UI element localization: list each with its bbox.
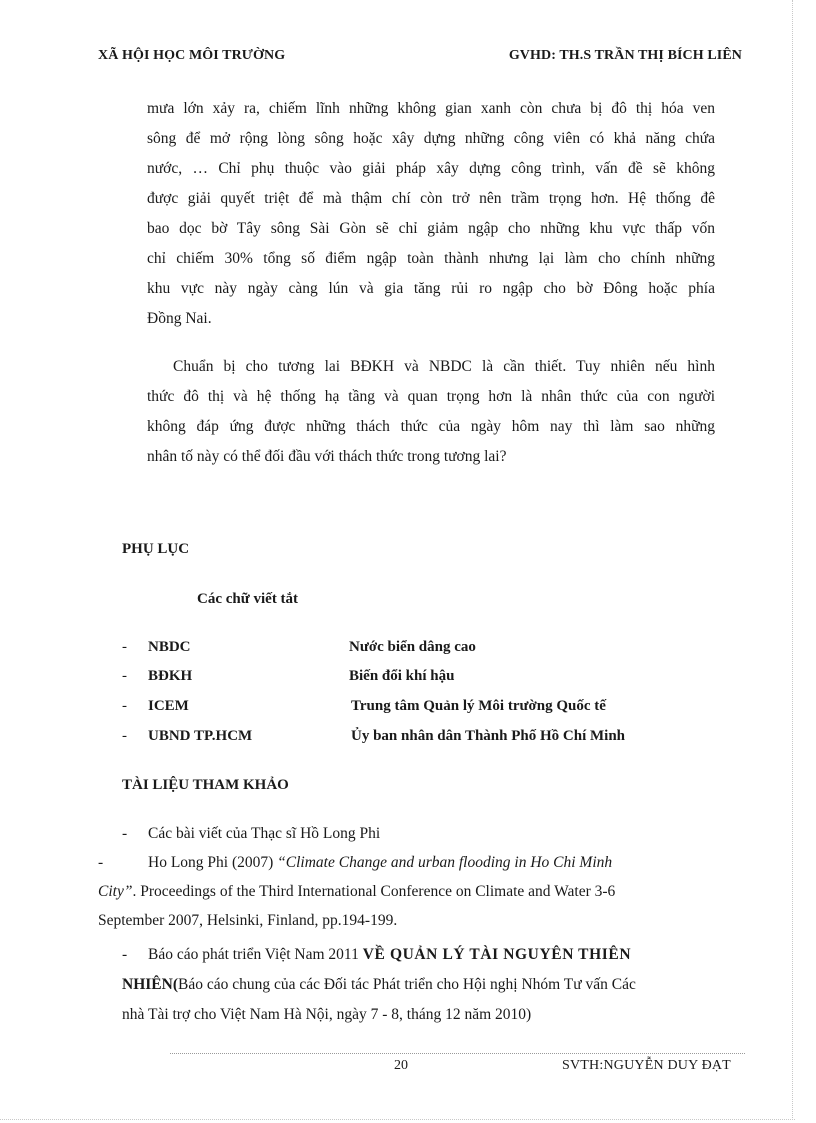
abbreviation-row — [122, 698, 722, 720]
reference-title: NHIÊN( — [122, 976, 178, 993]
paragraph-line: không đáp ứng được những thách thức của ngày hôm nay thì làm sao những — [147, 418, 715, 435]
paragraph-flooding — [147, 94, 715, 334]
list-dash: - — [122, 668, 127, 684]
reference-title: City” — [98, 883, 133, 900]
footer-student: SVTH:NGUYỄN DUY ĐẠT — [562, 1058, 731, 1073]
reference-line — [148, 849, 612, 877]
reference-line — [148, 941, 631, 969]
paragraph-line: khu vực này ngày càng lún và gia tăng rủi ro ngập cho bờ Đông hoặc phía — [147, 280, 715, 297]
reference-text: . Proceedings of the Third International Conference on Climate and Water 3-6 — [132, 883, 616, 900]
paragraph-line: sông để mở rộng lòng sông hoặc xây dựng những công viên có khả năng chứa — [147, 130, 715, 147]
paragraph-line: bao dọc bờ Tây sông Sài Gòn sẽ chỉ giảm ngập cho những khu vực thấp vốn — [147, 220, 715, 237]
header-instructor: GVHD: TH.S TRẦN THỊ BÍCH LIÊN — [508, 48, 742, 63]
abbreviation-meaning: Biến đổi khí hậu — [349, 668, 455, 684]
paragraph-line: mưa lớn xảy ra, chiếm lĩnh những không gian xanh còn chưa bị đô thị hóa ven — [147, 100, 715, 117]
list-dash: - — [122, 728, 127, 744]
page-border-bottom — [0, 1119, 795, 1120]
reference-text: September 2007, Helsinki, Finland, pp.194-199. — [98, 912, 398, 929]
reference-text: nhà Tài trợ cho Việt Nam Hà Nội, ngày 7 - 8, tháng 12 năm 2010) — [122, 1006, 532, 1023]
list-dash: - — [122, 698, 127, 714]
abbreviation-code: NBDC — [148, 639, 191, 655]
paragraph-line: chỉ chiếm 30% tổng số điểm ngập toàn thành nhưng lại làm cho chính những — [147, 250, 715, 267]
page-number: 20 — [394, 1058, 408, 1073]
paragraph-line: Chuẩn bị cho tương lai BĐKH và NBDC là cần thiết. Tuy nhiên nếu hình — [173, 358, 715, 375]
appendix-heading: PHỤ LỤC — [122, 541, 190, 557]
reference-item — [122, 941, 722, 1031]
abbreviation-row — [122, 668, 722, 690]
paragraph-line: nhân tố này có thể đối đầu với thách thức trong tương lai? — [147, 448, 507, 465]
reference-title: “Climate Change and urban flooding in Ho Chi Minh — [277, 854, 613, 871]
list-dash: - — [122, 639, 127, 655]
reference-text: Báo cáo chung của các Đối tác Phát triển cho Hội nghị Nhóm Tư vấn Các — [177, 976, 636, 993]
reference-title: VỀ QUẢN LÝ TÀI NGUYÊN THIÊN — [362, 946, 632, 963]
header-course-title: XÃ HỘI HỌC MÔI TRƯỜNG — [98, 48, 286, 63]
abbreviation-code: UBND TP.HCM — [148, 728, 253, 744]
list-dash: - — [98, 854, 104, 871]
list-dash: - — [122, 946, 128, 963]
abbreviations-heading: Các chữ viết tắt — [197, 591, 299, 607]
abbreviation-meaning: Nước biển dâng cao — [349, 639, 476, 655]
abbreviation-code: ICEM — [148, 698, 189, 714]
list-dash: - — [122, 825, 128, 842]
reference-text: Báo cáo phát triển Việt Nam 2011 — [148, 946, 363, 963]
paragraph-future — [147, 352, 715, 472]
page-border-right — [792, 0, 793, 1120]
abbreviation-meaning: Ủy ban nhân dân Thành Phố Hồ Chí Minh — [351, 728, 626, 744]
reference-text: Các bài viết của Thạc sĩ Hồ Long Phi — [148, 825, 381, 842]
abbreviation-code: BĐKH — [148, 668, 193, 684]
reference-author: Ho Long Phi (2007) — [148, 854, 278, 871]
paragraph-line: Đồng Nai. — [147, 310, 212, 327]
paragraph-line: được giải quyết triệt để mà thậm chí còn trở nên trầm trọng hơn. Hệ thống đê — [147, 190, 715, 207]
paragraph-line: thức đô thị và hệ thống hạ tầng và quan trọng hơn là nhân thức của con người — [147, 388, 715, 405]
references-heading: TÀI LIỆU THAM KHẢO — [122, 777, 289, 793]
abbreviation-row — [122, 728, 722, 750]
reference-line — [98, 878, 615, 906]
abbreviation-row — [122, 639, 722, 661]
paragraph-line: nước, … Chỉ phụ thuộc vào giải pháp xây dựng công trình, vấn đề sẽ không — [147, 160, 715, 177]
abbreviation-meaning: Trung tâm Quản lý Môi trường Quốc tế — [351, 698, 606, 714]
reference-line — [122, 971, 636, 999]
reference-item — [98, 849, 728, 939]
footer-divider — [170, 1053, 745, 1054]
